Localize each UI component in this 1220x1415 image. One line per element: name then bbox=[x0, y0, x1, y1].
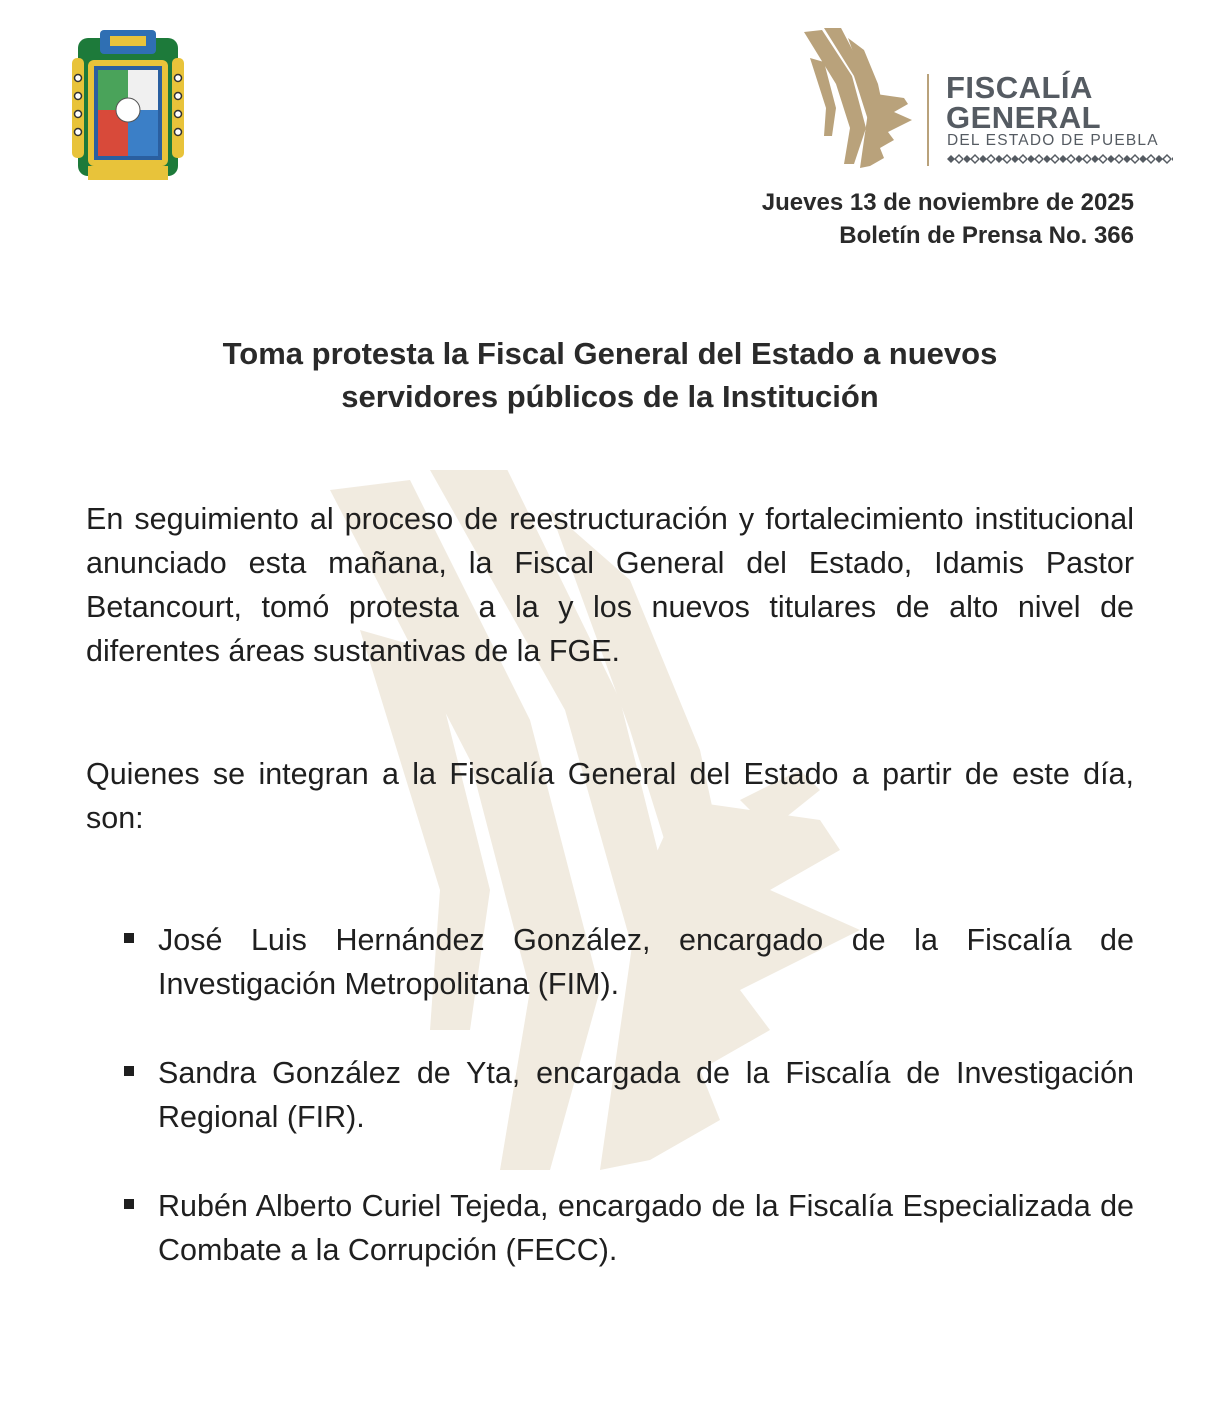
list-item bbox=[120, 918, 1134, 1006]
bulletin-meta bbox=[762, 186, 1134, 252]
headline-line2: servidores públicos de la Institución bbox=[341, 379, 879, 414]
list-item-text: Rubén Alberto Curiel Tejeda, encargado de la Fiscalía Especializada de Combate a la Corrupción (FECC). bbox=[158, 1189, 1134, 1267]
list-item-text: Sandra González de Yta, encargada de la Fiscalía de Investigación Regional (FIR). bbox=[158, 1056, 1134, 1134]
square-bullet-icon bbox=[124, 1066, 134, 1076]
fiscalia-logo bbox=[800, 28, 1180, 168]
body-paragraph-1: En seguimiento al proceso de reestructuración y fortalecimiento institucional anunciado esta mañana, la Fiscal General del Estado, Idamis Pastor Betancourt, tomó protesta a la y los nuevos titulares de alto nivel de diferentes áreas sustantivas de la FGE. bbox=[86, 502, 1134, 668]
fiscalia-head-emblem-icon bbox=[800, 28, 918, 168]
list-item-text: José Luis Hernández González, encargado de la Fiscalía de Investigación Metropolitana (FIM). bbox=[158, 923, 1134, 1001]
bulletin-date: Jueves 13 de noviembre de 2025 bbox=[761, 189, 1134, 216]
headline-line1: Toma protesta la Fiscal General del Estado a nuevos bbox=[222, 336, 998, 371]
logo-divider bbox=[927, 74, 929, 166]
body-paragraph-2: Quienes se integran a la Fiscalía General del Estado a partir de este día, son: bbox=[86, 757, 1134, 835]
headline bbox=[100, 332, 1120, 418]
puebla-state-seal-icon bbox=[70, 28, 186, 186]
list-item bbox=[120, 1184, 1134, 1272]
agency-name-line1: FISCALÍA bbox=[946, 70, 1093, 105]
bulletin-number: Boletín de Prensa No. 366 bbox=[839, 222, 1134, 249]
agency-name-line2: GENERAL bbox=[946, 100, 1102, 135]
square-bullet-icon bbox=[124, 1199, 134, 1209]
agency-name-line3: DEL ESTADO DE PUEBLA bbox=[947, 132, 1159, 149]
ornament-border-icon bbox=[947, 153, 1173, 165]
list-item bbox=[120, 1051, 1134, 1139]
square-bullet-icon bbox=[124, 933, 134, 943]
